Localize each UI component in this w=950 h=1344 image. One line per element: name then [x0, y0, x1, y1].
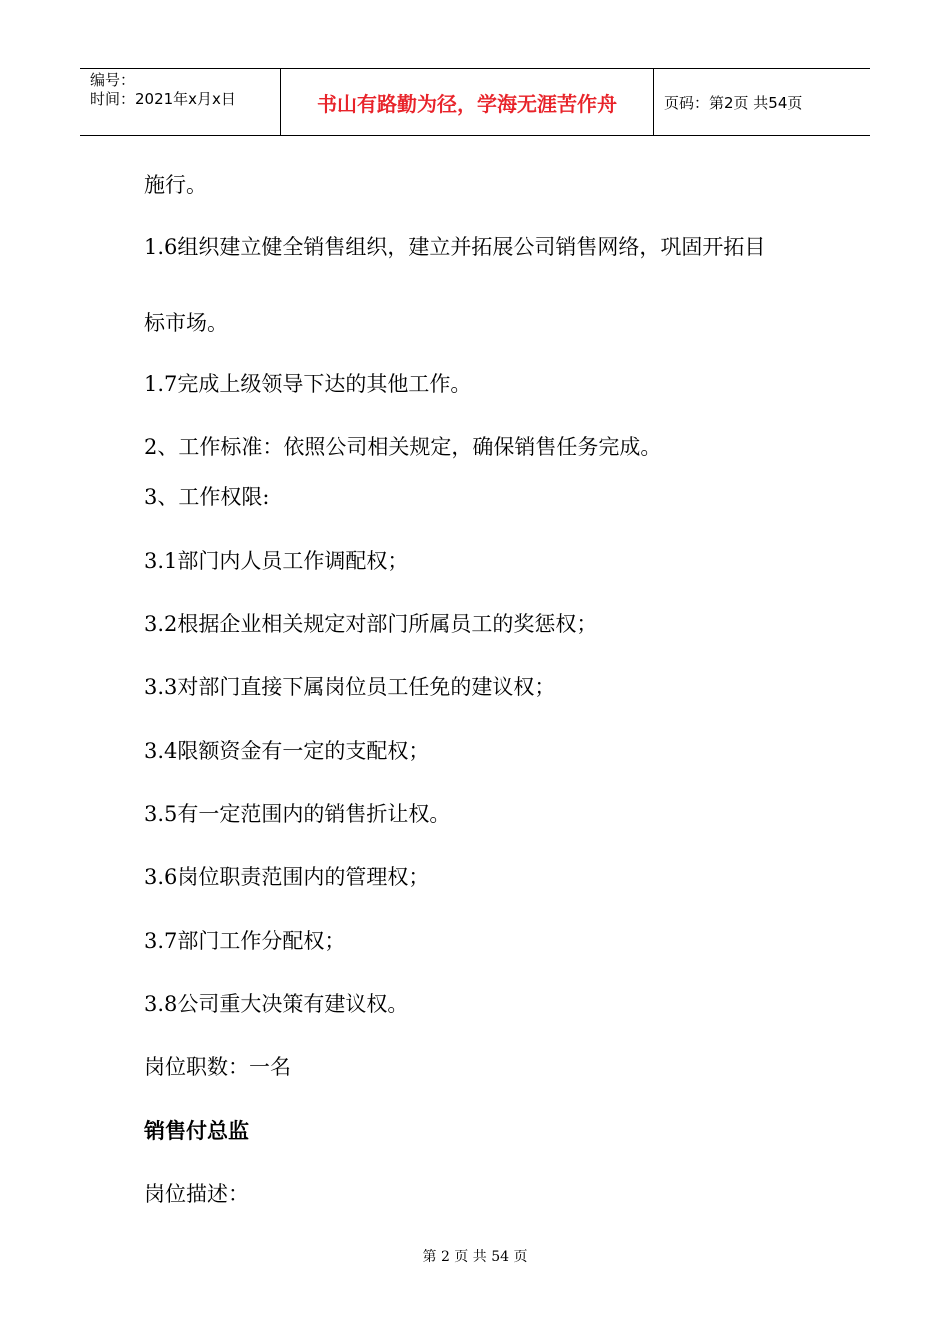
description-label: 岗位描述：: [144, 1182, 249, 1206]
text-line: 施行。: [144, 173, 207, 197]
header-page-info: 页码：第2页 共54页: [664, 93, 803, 112]
text-line: 2、工作标准：依照公司相关规定，确保销售任务完成。: [144, 435, 662, 459]
text-line: 1.7完成上级领导下达的其他工作。: [144, 372, 472, 396]
page-header: [80, 68, 870, 136]
text-line: 岗位职数：一名: [144, 1055, 291, 1079]
header-motto: 书山有路勤为径，学海无涯苦作舟: [281, 69, 654, 135]
text-line: 3.8公司重大决策有建议权。: [144, 992, 409, 1016]
text-line: 标市场。: [144, 311, 228, 335]
text-line: 3.2根据企业相关规定对部门所属员工的奖惩权；: [144, 612, 598, 636]
document-number-label: 编号：: [90, 71, 136, 89]
header-meta: [80, 69, 281, 135]
page-footer: 第 2 页 共 54 页: [422, 1249, 528, 1265]
document-date: 时间：2021年x月x日: [90, 90, 236, 108]
text-line: 3.1部门内人员工作调配权；: [144, 549, 409, 573]
text-line: 3、工作权限:: [144, 485, 270, 509]
text-line: 3.4限额资金有一定的支配权；: [144, 739, 430, 763]
text-line: 3.3对部门直接下属岗位员工任免的建议权；: [144, 675, 556, 699]
section-title: 销售付总监: [144, 1119, 249, 1143]
text-line: 3.5有一定范围内的销售折让权。: [144, 802, 451, 826]
text-line: 3.6岗位职责范围内的管理权；: [144, 865, 430, 889]
text-line: 3.7部门工作分配权；: [144, 929, 346, 953]
text-line: 1.6组织建立健全销售组织，建立并拓展公司销售网络，巩固开拓目: [144, 235, 766, 259]
